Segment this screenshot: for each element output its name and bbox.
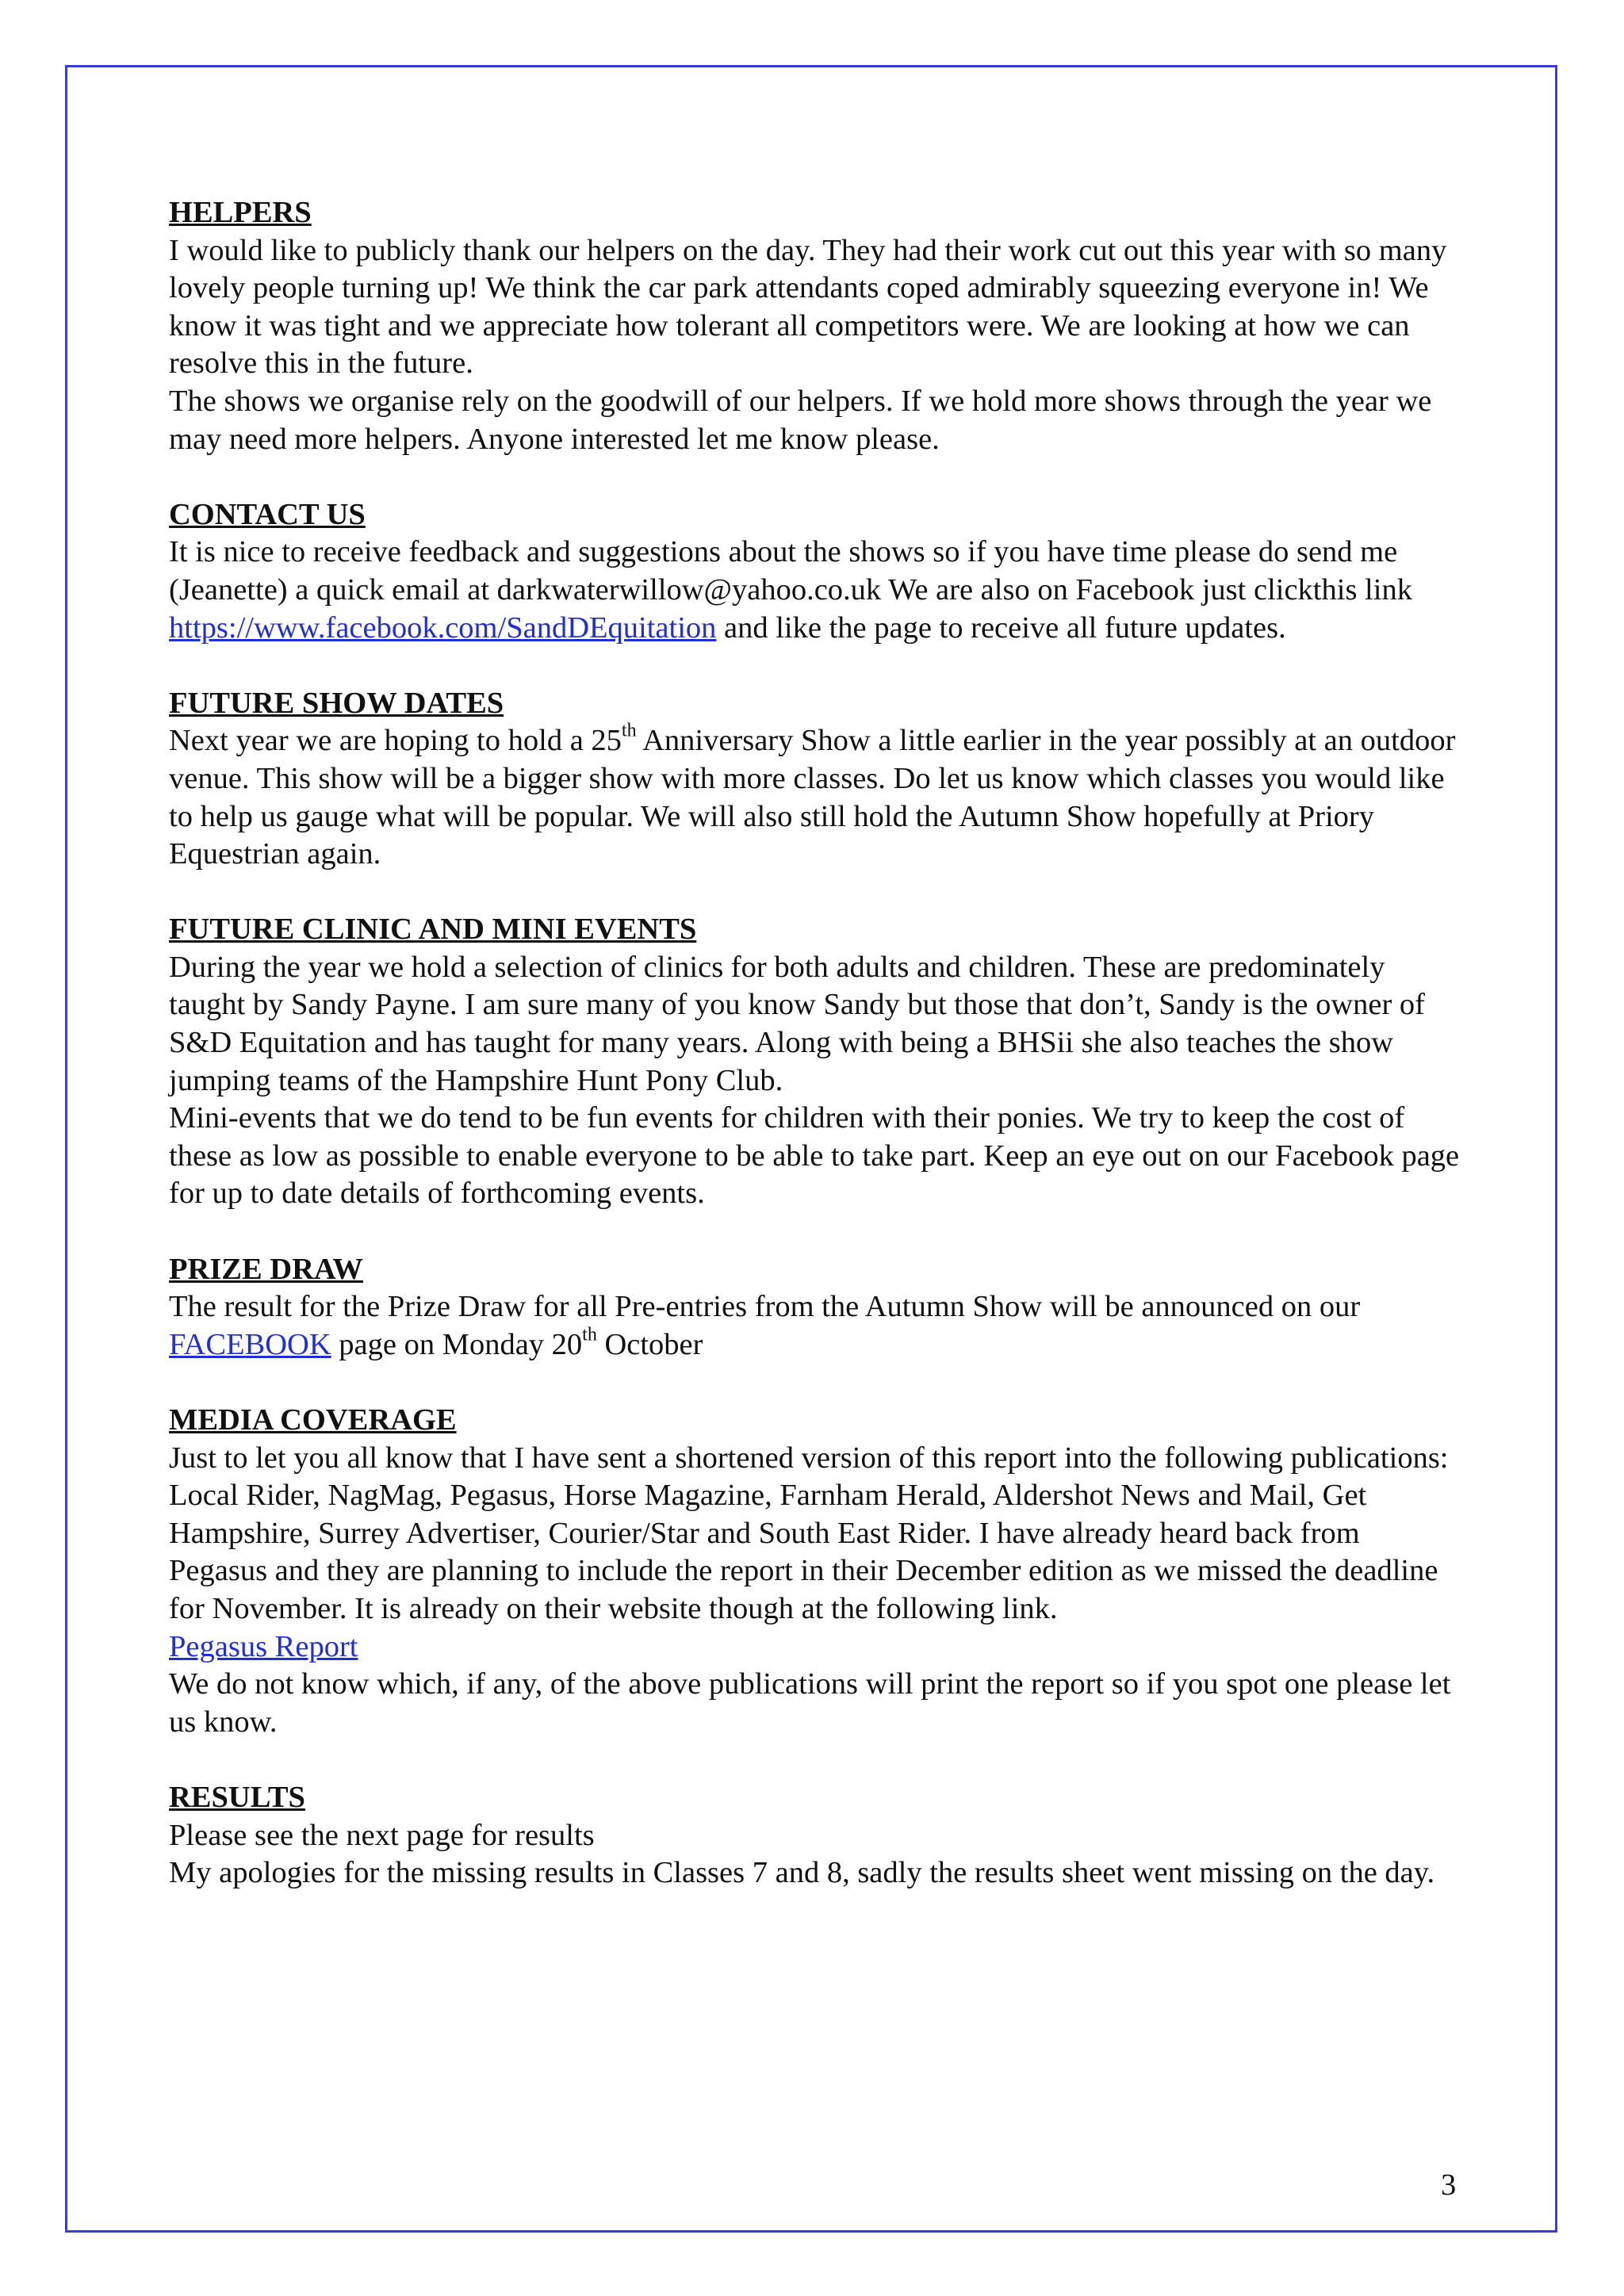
contact-text-after-link: and like the page to receive all future updates. (716, 610, 1286, 645)
results-paragraph-1: Please see the next page for results (169, 1818, 595, 1852)
results-paragraph-2: My apologies for the missing results in Classes 7 and 8, sadly the results sheet went missing on the day. (169, 1856, 1435, 1890)
section-prize-draw (169, 1251, 1465, 1364)
page-number: 3 (1441, 2168, 1457, 2202)
pegasus-report-link[interactable]: Pegasus Report (169, 1629, 358, 1663)
section-results (169, 1779, 1465, 1892)
facebook-url-link[interactable]: https://www.facebook.com/SandDEquitation (169, 610, 717, 645)
ordinal-suffix: th (621, 721, 637, 742)
section-future-show-dates (169, 685, 1465, 874)
ordinal-suffix: th (582, 1324, 597, 1345)
heading-clinics: FUTURE CLINIC AND MINI EVENTS (169, 913, 697, 947)
media-paragraph-1: Just to let you all know that I have sent a shortened version of this report into the following publications: Local Rider, NagMag, Pegasus, Horse Magazine, Farnham Herald, Aldershot News and Mail, Get Hampshire, Surrey Advertiser, Courier/Star and South East Rider. I have already heard back from Pegasus and they are planning to include the report in their December edition as we missed the deadline for November. It is already on their website though at the following link. (169, 1441, 1449, 1625)
clinics-paragraph-1: During the year we hold a selection of clinics for both adults and children. These are predominately taught by Sandy Payne. I am sure many of you know Sandy but those that don’t, Sandy is the owner of S&D Equitation and has taught for many years. Along with being a BHSii she also teaches the show jumping teams of the Hampshire Hunt Pony Club. (169, 950, 1425, 1097)
section-clinics (169, 911, 1465, 1213)
contact-paragraph (169, 534, 1465, 647)
document-body (169, 194, 1465, 1930)
section-contact-us (169, 496, 1465, 647)
contact-text: It is nice to receive feedback and suggestions about the shows so if you have time please do send me (Jeanette) a quick email at darkwaterwillow@yahoo.co.uk We are also on Facebook just clickthis link (169, 535, 1412, 607)
heading-results: RESULTS (169, 1780, 305, 1814)
prize-draw-paragraph (169, 1288, 1465, 1364)
heading-media-coverage: MEDIA COVERAGE (169, 1403, 457, 1437)
section-media-coverage (169, 1402, 1465, 1741)
facebook-link[interactable]: FACEBOOK (169, 1327, 331, 1361)
media-paragraph-2: We do not know which, if any, of the above publications will print the report so if you spot one please let us know. (169, 1667, 1451, 1739)
helpers-paragraph-1: I would like to publicly thank our helpers on the day. They had their work cut out this year with so many lovely people turning up! We think the car park attendants coped admirably squeezing everyone in! We know it was tight and we appreciate how tolerant all competitors were. We are looking at how we can resolve this in the future. (169, 233, 1447, 381)
section-helpers (169, 194, 1465, 458)
media-link-line (169, 1628, 1465, 1667)
future-shows-text: Next year we are hoping to hold a 25 (169, 724, 622, 758)
heading-contact-us: CONTACT US (169, 497, 366, 531)
future-shows-text-cont: Anniversary Show a little earlier in the year possibly at an outdoor venue. This show will be a bigger show with more classes. Do let us know which classes you would like to help us gauge what will be popular. We will also still hold the Autumn Show hopefully at Priory Equestrian again. (169, 724, 1456, 871)
heading-helpers: HELPERS (169, 196, 312, 229)
prize-draw-text-after-link: page on Monday 20 (331, 1327, 583, 1361)
clinics-paragraph-2: Mini-events that we do tend to be fun events for children with their ponies. We try to keep the cost of these as low as possible to enable everyone to be able to take part. Keep an eye out on our Facebook page for up to date details of forthcoming events. (169, 1101, 1460, 1211)
heading-future-show-dates: FUTURE SHOW DATES (169, 686, 504, 720)
future-shows-paragraph (169, 722, 1465, 873)
heading-prize-draw: PRIZE DRAW (169, 1252, 363, 1286)
prize-draw-text: The result for the Prize Draw for all Pre-entries from the Autumn Show will be announced on our (169, 1290, 1361, 1324)
helpers-paragraph-2: The shows we organise rely on the goodwill of our helpers. If we hold more shows through the year we may need more helpers. Anyone interested let me know please. (169, 384, 1432, 456)
prize-draw-text-end: October (596, 1327, 703, 1361)
